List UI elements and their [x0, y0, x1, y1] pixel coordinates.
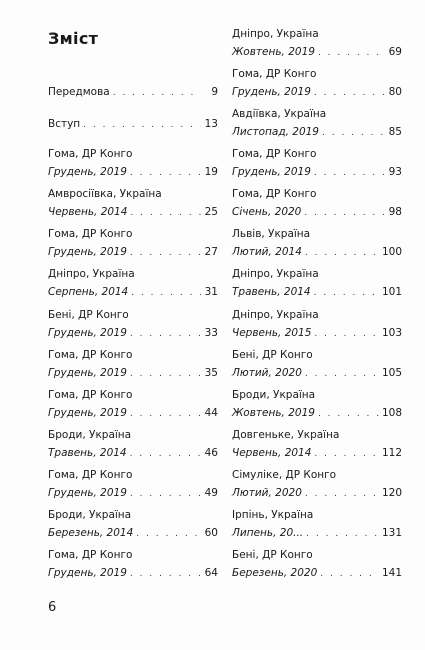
toc-entry-place: Броди, Україна: [48, 429, 132, 441]
toc-entry-date: Липень, 20...: [232, 527, 304, 539]
toc-entry[interactable]: [232, 506, 402, 543]
toc-entry-introduction[interactable]: [48, 115, 218, 134]
toc-entry[interactable]: [232, 426, 402, 463]
toc-page-number: 80: [388, 86, 402, 98]
toc-entry-date: Листопад, 2019: [232, 126, 319, 138]
leader-dots: [131, 284, 201, 302]
toc-page-number: 69: [388, 46, 402, 58]
toc-entry[interactable]: [48, 546, 218, 583]
leader-dots: [130, 204, 201, 222]
toc-page-number: 19: [204, 166, 218, 178]
toc-page-number: 46: [204, 447, 218, 459]
toc-page-number: 31: [204, 286, 218, 298]
toc-entry[interactable]: [48, 145, 218, 182]
toc-entry-date: Жовтень, 2019: [232, 46, 315, 58]
toc-entry[interactable]: [48, 306, 218, 343]
toc-page-number: 49: [204, 487, 218, 499]
leader-dots: [130, 485, 201, 503]
toc-entry[interactable]: [232, 466, 402, 503]
toc-entry-place: Ірпінь, Україна: [232, 509, 314, 521]
toc-page-number: 93: [388, 166, 402, 178]
toc-page-number: 9: [211, 86, 218, 98]
toc-entry[interactable]: [48, 466, 218, 503]
toc-entry[interactable]: [232, 105, 402, 142]
toc-entry-place: Броди, Україна: [232, 389, 316, 401]
toc-entry-place: Гома, ДР Конго: [48, 469, 133, 481]
toc-entry-date: Січень, 2020: [232, 206, 302, 218]
leader-dots: [314, 325, 379, 343]
leader-dots: [130, 405, 201, 423]
toc-entry-place: Дніпро, Україна: [232, 28, 319, 40]
toc-entry[interactable]: [48, 225, 218, 262]
toc-entry-date: Березень, 2014: [48, 527, 134, 539]
toc-entry-place: Гома, ДР Конго: [48, 549, 133, 561]
toc-entry-place: Бені, ДР Конго: [232, 349, 313, 361]
toc-page-number: 35: [204, 367, 218, 379]
toc-entry-date: Грудень, 2019: [48, 567, 127, 579]
toc-entry-label: Вступ: [48, 118, 81, 130]
toc-entry-place: Гома, ДР Конго: [232, 188, 317, 200]
toc-entry[interactable]: [232, 225, 402, 262]
toc-entry-date: Грудень, 2019: [48, 367, 127, 379]
toc-entry[interactable]: [48, 506, 218, 543]
toc-entry-date: Лютий, 2020: [232, 487, 302, 499]
toc-entry-date: Грудень, 2019: [48, 407, 127, 419]
toc-entry-label: Передмова: [48, 86, 110, 98]
toc-entry-date: Травень, 2014: [232, 286, 311, 298]
toc-entry-date: Червень, 2014: [48, 206, 128, 218]
toc-entry[interactable]: [232, 306, 402, 343]
toc-page-number: 27: [204, 246, 218, 258]
toc-entry-place: Гома, ДР Конго: [48, 148, 133, 160]
toc-page-number: 60: [204, 527, 218, 539]
toc-page-number: 98: [388, 206, 402, 218]
leader-dots: [314, 84, 385, 102]
toc-entry-date: Грудень, 2019: [48, 246, 127, 258]
toc-entry-date: Червень, 2015: [232, 327, 312, 339]
toc-page-number: 85: [388, 126, 402, 138]
toc-page-number: 100: [381, 246, 402, 258]
leader-dots: [305, 244, 379, 262]
toc-page-number: 141: [381, 567, 402, 579]
toc-entry-place: Дніпро, Україна: [232, 309, 319, 321]
toc-entry-date: Червень, 2014: [232, 447, 312, 459]
leader-dots: [130, 565, 201, 583]
toc-page-number: 112: [381, 447, 402, 459]
leader-dots: [136, 525, 201, 543]
leader-dots: [314, 164, 385, 182]
toc-entry-date: Грудень, 2019: [48, 166, 127, 178]
leader-dots: [305, 365, 379, 383]
leader-dots: [318, 44, 385, 62]
toc-entry-place: Гома, ДР Конго: [48, 349, 133, 361]
toc-entry[interactable]: [232, 145, 402, 182]
toc-entry-place: Гома, ДР Конго: [232, 148, 317, 160]
toc-page-number: 64: [204, 567, 218, 579]
toc-entry-place: Гома, ДР Конго: [48, 389, 133, 401]
toc-entry-place: Броди, Україна: [48, 509, 132, 521]
leader-dots: [306, 525, 379, 543]
toc-entry-place: Авдіївка, Україна: [232, 108, 327, 120]
toc-page-number: 13: [204, 118, 218, 130]
toc-page-number: 105: [381, 367, 402, 379]
leader-dots: [130, 445, 201, 463]
leader-dots: [314, 284, 379, 302]
leader-dots: [130, 164, 201, 182]
toc-page-number: 103: [381, 327, 402, 339]
leader-dots: [130, 365, 201, 383]
toc-entry-preface[interactable]: [48, 83, 218, 102]
toc-entry-date: Грудень, 2019: [48, 487, 127, 499]
toc-entry-place: Гома, ДР Конго: [48, 228, 133, 240]
toc-page-number: 131: [381, 527, 402, 539]
toc-page-number: 101: [381, 286, 402, 298]
toc-page-number: 120: [381, 487, 402, 499]
leader-dots: [322, 124, 385, 142]
toc-entry[interactable]: [232, 546, 402, 583]
page-number: 6: [48, 600, 57, 615]
toc-page-number: 108: [381, 407, 402, 419]
leader-dots: [305, 485, 379, 503]
leader-dots: [130, 325, 201, 343]
toc-entry-date: Лютий, 2020: [232, 367, 302, 379]
toc-entry-date: Березень, 2020: [232, 567, 318, 579]
toc-entry[interactable]: [48, 185, 218, 222]
toc-entry-date: Жовтень, 2019: [232, 407, 315, 419]
toc-entry[interactable]: [48, 426, 218, 463]
toc-entry[interactable]: [48, 265, 218, 302]
toc-entry[interactable]: [48, 346, 218, 383]
toc-entry-place: Довгеньке, Україна: [232, 429, 340, 441]
leader-dots: [130, 244, 201, 262]
toc-entry-place: Дніпро, Україна: [232, 268, 319, 280]
toc-page-number: 33: [204, 327, 218, 339]
toc-entry-place: Сімуліке, ДР Конго: [232, 469, 337, 481]
page-title: Зміст: [48, 29, 99, 48]
toc-entry-place: Гома, ДР Конго: [232, 68, 317, 80]
toc-entry[interactable]: [232, 386, 402, 423]
toc-entry-place: Дніпро, Україна: [48, 268, 135, 280]
leader-dots: [113, 84, 201, 102]
leader-dots: [318, 405, 379, 423]
toc-entry-place: Бені, ДР Конго: [232, 549, 313, 561]
toc-entry[interactable]: [232, 185, 402, 222]
toc-entry-place: Бені, ДР Конго: [48, 309, 129, 321]
leader-dots: [314, 445, 379, 463]
toc-entry-date: Грудень, 2019: [232, 166, 311, 178]
toc-page-number: 44: [204, 407, 218, 419]
toc-entry-date: Грудень, 2019: [232, 86, 311, 98]
toc-page-number: 25: [204, 206, 218, 218]
toc-entry-date: Грудень, 2019: [48, 327, 127, 339]
toc-entry-place: Львів, Україна: [232, 228, 311, 240]
leader-dots: [304, 204, 385, 222]
leader-dots: [320, 565, 379, 583]
toc-entry[interactable]: [232, 65, 402, 102]
toc-entry-date: Травень, 2014: [48, 447, 127, 459]
toc-entry[interactable]: [48, 386, 218, 423]
toc-entry-date: Лютий, 2014: [232, 246, 302, 258]
toc-entry[interactable]: [232, 346, 402, 383]
toc-entry[interactable]: [232, 25, 402, 62]
toc-entry-place: Амвросіївка, Україна: [48, 188, 162, 200]
leader-dots: [83, 116, 201, 134]
toc-entry[interactable]: [232, 265, 402, 302]
toc-entry-date: Серпень, 2014: [48, 286, 129, 298]
